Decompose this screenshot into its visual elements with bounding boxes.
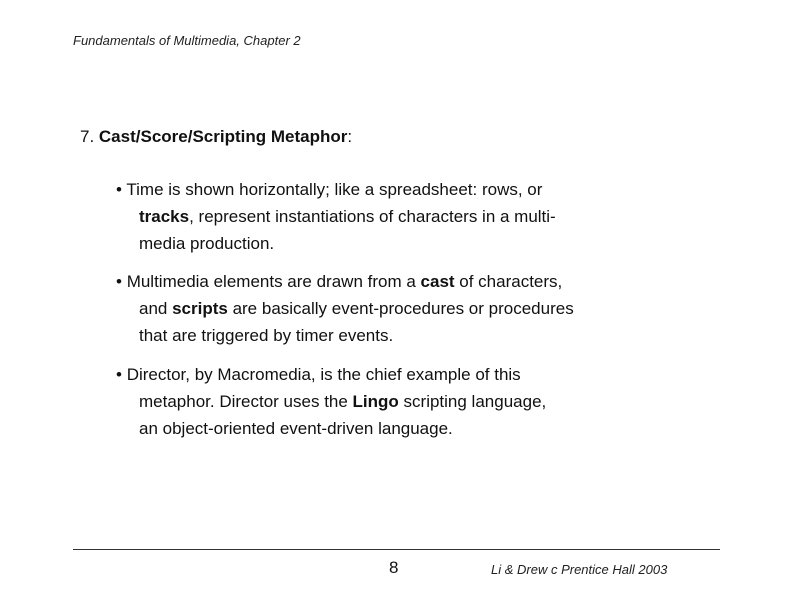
term-scripts: scripts (172, 299, 228, 318)
bullet-line (116, 203, 656, 230)
bullet-line (116, 176, 656, 203)
slide-title (80, 127, 352, 147)
bullet-symbol: • (116, 365, 122, 384)
title-bold: Cast/Score/Scripting Metaphor (98, 127, 348, 146)
bullet-text: metaphor. Director uses the (139, 392, 353, 411)
footer-divider (73, 549, 720, 550)
bullet-line (116, 361, 656, 388)
bullet-text: Multimedia elements are drawn from a (126, 272, 421, 291)
title-suffix: : (347, 127, 353, 146)
bullet-text: Time is shown horizontally; like a spreadsheet: rows, or (126, 180, 543, 199)
footer-credit: Li & Drew c Prentice Hall 2003 (491, 562, 668, 577)
title-prefix: 7. (80, 127, 99, 146)
bullet-text: scripting language, (398, 392, 547, 411)
bullet-time-tracks (116, 176, 656, 257)
chapter-header: Fundamentals of Multimedia, Chapter 2 (73, 33, 301, 48)
bullet-cast-scripts (116, 268, 656, 349)
bullet-symbol: • (116, 180, 122, 199)
bullet-text: are basically event-procedures or procedures (227, 299, 574, 318)
term-cast: cast (420, 272, 455, 291)
bullet-line: media production. (139, 234, 275, 253)
bullet-text: and (139, 299, 173, 318)
bullet-director (116, 361, 656, 442)
bullet-text: of characters, (454, 272, 563, 291)
bullet-text: , represent instantiations of characters in a multi- (189, 207, 556, 226)
bullet-line (116, 388, 656, 415)
bullet-line: that are triggered by timer events. (139, 326, 394, 345)
bullet-text: Director, by Macromedia, is the chief example of this (126, 365, 521, 384)
term-tracks: tracks (139, 207, 190, 226)
bullet-line: an object-oriented event-driven language. (139, 419, 453, 438)
bullet-line (116, 295, 656, 322)
page-number: 8 (389, 558, 399, 577)
term-lingo: Lingo (352, 392, 399, 411)
bullet-symbol: • (116, 272, 122, 291)
bullet-line (116, 268, 656, 295)
